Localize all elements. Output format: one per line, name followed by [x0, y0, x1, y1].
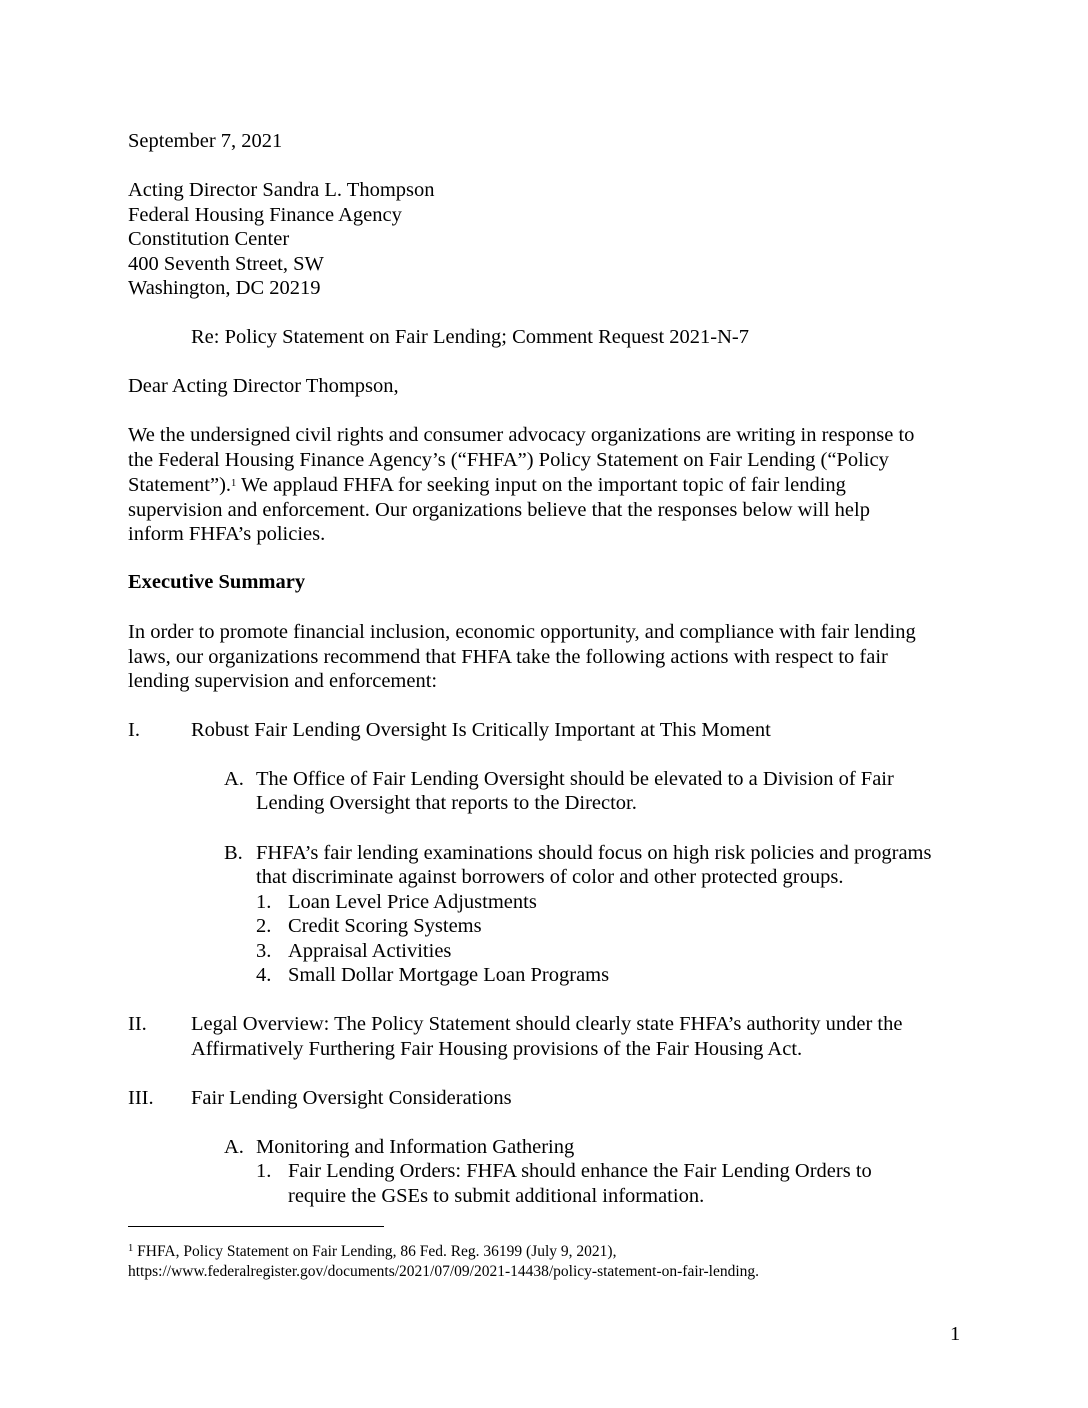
subsection-letter: A.	[224, 1136, 244, 1158]
page-number: 1	[950, 1323, 961, 1345]
re-text: Re: Policy Statement on Fair Lending; Comment Request 2021-N-7	[191, 326, 749, 348]
section-title: Robust Fair Lending Oversight Is Critically Important at This Moment	[191, 719, 771, 741]
date-text: September 7, 2021	[128, 130, 283, 152]
address-line: Washington, DC 20219	[128, 277, 321, 299]
re-line	[191, 325, 1031, 350]
list-item-number: 4.	[256, 964, 272, 986]
exec-line: lending supervision and enforcement:	[128, 670, 438, 692]
list-item-number: 3.	[256, 940, 272, 962]
section-number: I.	[128, 719, 140, 741]
executive-summary-heading: Executive Summary	[128, 571, 306, 593]
subsection-text: that discriminate against borrowers of color and other protected groups.	[256, 866, 844, 888]
address-line: 400 Seventh Street, SW	[128, 252, 324, 275]
footnote-line	[128, 1239, 759, 1262]
list-item: require the GSEs to submit additional information.	[288, 1185, 705, 1207]
subsection-text: The Office of Fair Lending Oversight should be elevated to a Division of Fair	[256, 768, 894, 790]
footnote-reference: 1	[231, 478, 237, 489]
intro-line: the Federal Housing Finance Agency’s (“FHFA”) Policy Statement on Fair Lending (“Policy	[128, 448, 889, 471]
section-title: Fair Lending Oversight Considerations	[191, 1087, 512, 1109]
intro-line	[128, 472, 968, 498]
subsection-text: Lending Oversight that reports to the Director.	[256, 792, 637, 814]
subsection-text: Monitoring and Information Gathering	[256, 1136, 575, 1158]
list-item: Loan Level Price Adjustments	[288, 891, 537, 913]
list-item-number: 1.	[256, 891, 272, 913]
section-number: III.	[128, 1087, 154, 1109]
list-item: Fair Lending Orders: FHFA should enhance the Fair Lending Orders to	[288, 1160, 872, 1182]
list-item: Small Dollar Mortgage Loan Programs	[288, 964, 610, 986]
footnote-divider	[128, 1226, 384, 1227]
intro-paragraph	[128, 423, 968, 547]
list-item-number: 1.	[256, 1160, 272, 1182]
subsection-letter: B.	[224, 842, 243, 864]
intro-line: inform FHFA’s policies.	[128, 523, 326, 545]
exec-line: laws, our organizations recommend that FHFA take the following actions with respect to fair	[128, 645, 888, 668]
address-line: Acting Director Sandra L. Thompson	[128, 179, 435, 201]
section-title: Legal Overview: The Policy Statement should clearly state FHFA’s authority under the	[191, 1013, 903, 1035]
recipient-address	[128, 178, 968, 301]
section-title: Affirmatively Furthering Fair Housing provisions of the Fair Housing Act.	[191, 1038, 803, 1060]
executive-summary-paragraph	[128, 620, 968, 694]
footnote	[128, 1239, 759, 1282]
salutation-text: Dear Acting Director Thompson,	[128, 375, 399, 397]
subsection-text: FHFA’s fair lending examinations should focus on high risk policies and programs	[256, 842, 932, 864]
intro-text: We applaud FHFA for seeking input on the important topic of fair lending	[236, 474, 846, 496]
salutation	[128, 374, 968, 399]
subsection-letter: A.	[224, 768, 244, 790]
footnote-text: FHFA, Policy Statement on Fair Lending, 86 Fed. Reg. 36199 (July 9, 2021),	[133, 1243, 617, 1260]
address-line: Constitution Center	[128, 228, 290, 250]
exec-line: In order to promote financial inclusion, economic opportunity, and compliance with fair lending	[128, 621, 916, 643]
letter-date	[128, 129, 968, 154]
footnote-marker: 1	[128, 1243, 134, 1254]
intro-text: Statement”).	[128, 474, 232, 496]
section-number: II.	[128, 1013, 147, 1035]
list-item: Appraisal Activities	[288, 940, 452, 962]
list-item-number: 2.	[256, 915, 272, 937]
address-line: Federal Housing Finance Agency	[128, 203, 402, 226]
intro-line: supervision and enforcement. Our organizations believe that the responses below will help	[128, 498, 870, 521]
footnote-url: https://www.federalregister.gov/documents/2021/07/09/2021-14438/policy-statement-on-fair-lending.	[128, 1263, 760, 1280]
list-item: Credit Scoring Systems	[288, 915, 482, 937]
intro-line: We the undersigned civil rights and consumer advocacy organizations are writing in response to	[128, 424, 915, 446]
